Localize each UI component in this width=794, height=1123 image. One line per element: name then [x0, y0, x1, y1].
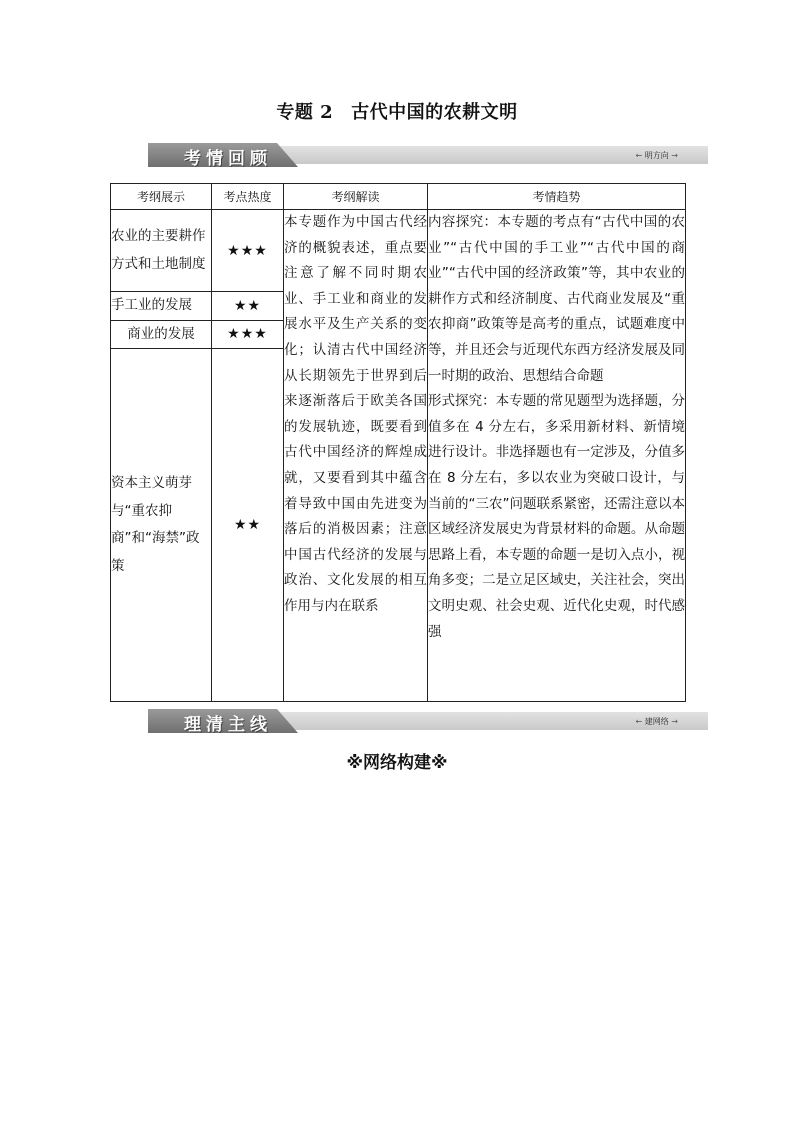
- banner-label: 考情回顾: [184, 149, 272, 169]
- heat-cell: ★★: [212, 292, 284, 321]
- heat-cell: ★★★: [212, 320, 284, 349]
- banner-mainline: [148, 709, 708, 735]
- title-prefix: 专题 2: [276, 102, 334, 123]
- banner-right-label: ← 明方向 →: [635, 151, 678, 160]
- table-header-row: [111, 184, 686, 210]
- topic-cell: 资本主义萌芽与“重农抑商”和“海禁”政策: [111, 349, 212, 702]
- header-heat: 考点热度: [212, 184, 284, 210]
- topic-cell: 农业的主要耕作方式和土地制度: [111, 210, 212, 292]
- exam-table: [110, 183, 686, 702]
- interpretation-cell: 本专题作为中国古代经济的概貌表述，重点要注意了解不同时期农业、手工业和商业的发展水平及生产关系的变化；认清古代中国经济从长期领先于世界到后来逐渐落后于欧美各国的发展轨迹，既要看到古代中国经济的辉煌成就，又要看到其中蕴含着导致中国由先进变为落后的消极因素；注意中国古代经济的发展与政治、文化发展的相互作用与内在联系: [284, 210, 428, 702]
- header-interpretation: 考纲解读: [284, 184, 428, 210]
- page-title: [0, 98, 794, 124]
- banner-right-label: ← 建网络 →: [635, 717, 678, 726]
- heat-cell: ★★★: [212, 210, 284, 292]
- banner-label: 理清主线: [184, 715, 272, 735]
- heat-cell: ★★: [212, 349, 284, 702]
- banner-review: [148, 143, 708, 169]
- table-row: [111, 210, 686, 292]
- title-main: 古代中国的农耕文明: [351, 102, 518, 123]
- topic-cell: 手工业的发展: [111, 292, 212, 321]
- trend-cell: [428, 210, 686, 702]
- section-heading: ※网络构建※: [346, 753, 448, 773]
- header-trend: 考情趋势: [428, 184, 686, 210]
- header-outline: 考纲展示: [111, 184, 212, 210]
- topic-cell: 商业的发展: [111, 320, 212, 349]
- banner-right-text: 明方向: [644, 151, 669, 160]
- trend-form-paragraph: 形式探究：本专题的常见题型为选择题，分值多在 4 分左右，多采用新材料、新情境进行设计。非选择题也有一定涉及，分值多在 8 分左右，多以农业为突破口设计，与当前的“三农”问题联系紧密，还需注意以本区域经济发展史为背景材料的命题。从命题思路上看，本专题的命题一是切入点小，视角多变；二是立足区域史，关注社会，突出文明史观、社会史观、近代化史观，时代感强: [428, 393, 685, 640]
- trend-content-paragraph: 内容探究：本专题的考点有“古代中国的农业”“古代中国的手工业”“古代中国的商业”“古代中国的经济政策”等，其中农业的耕作方式和经济制度、古代商业发展及“重农抑商”政策等是高考的重点，试题难度中等，并且还会与近现代东西方经济发展及同一时期的政治、思想结合命题: [428, 214, 685, 384]
- banner-right-text: 建网络: [644, 717, 669, 726]
